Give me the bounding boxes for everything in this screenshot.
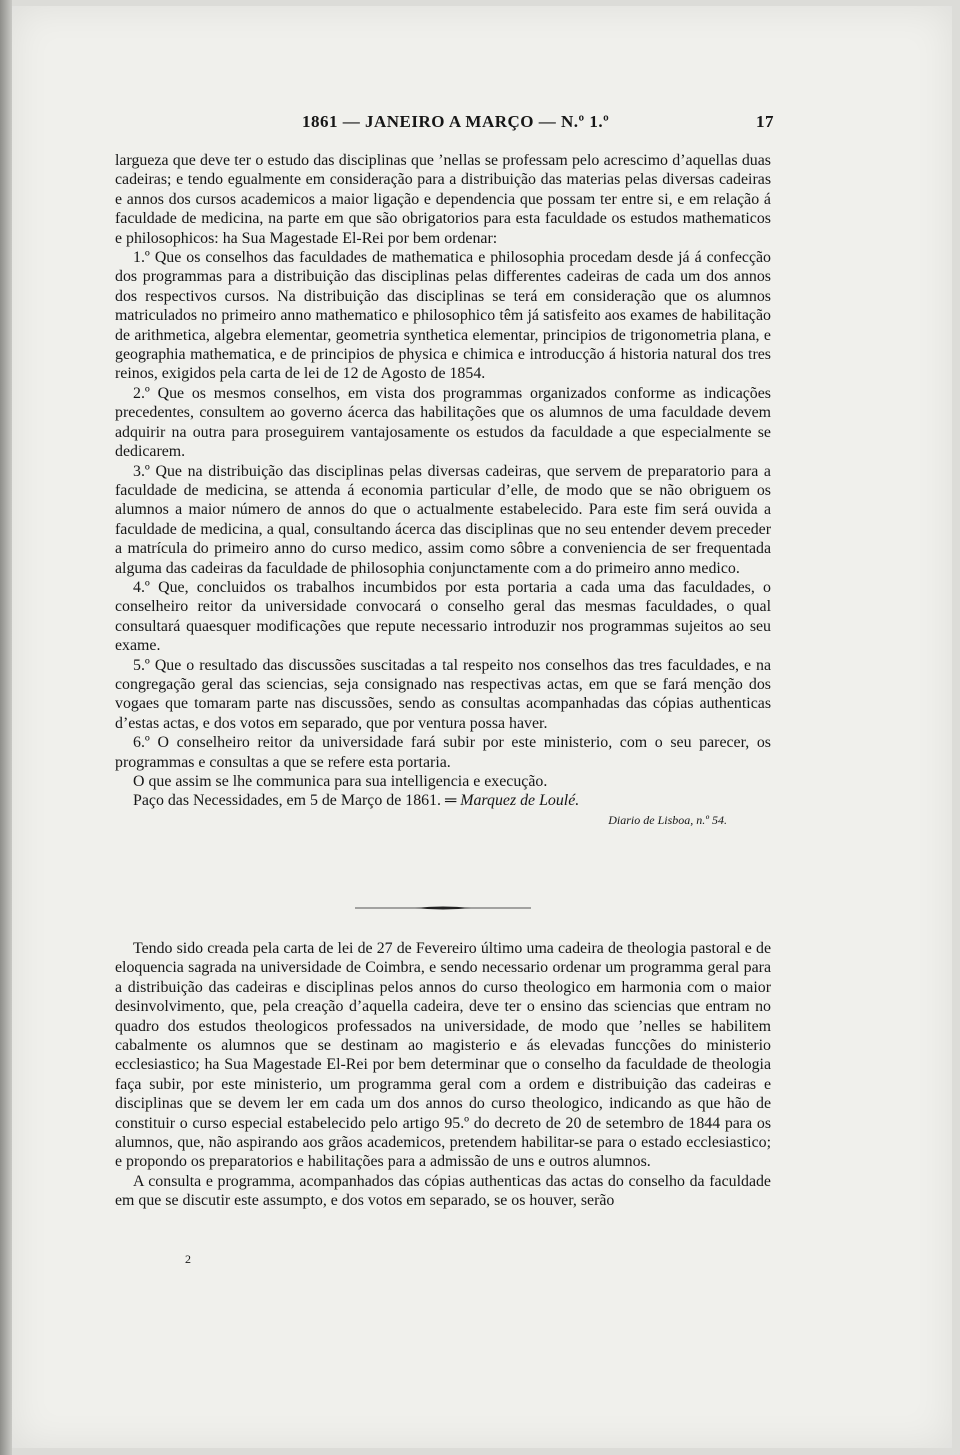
decree-text-top — [115, 151, 771, 828]
signature-signer: Marquez de Loulé. — [460, 792, 580, 810]
paragraph-theology: Tendo sido creada pela carta de lei de 27 de Fevereiro último uma cadeira de theologia pastoral e de eloquencia sagrada na universidade de Coimbra, e sendo necessario ordenar um programma geral para a distribuição das cadeiras e disciplinas pelos annos do curso theologico em harmonia com o maior desinvolvimento, que, pela creação d’aquella cadeira, deve ter o ensino das sciencias que entram no quadro dos estudos theologicos professados na universidade, de modo que ’nelles se habilitem cabalmente os alumnos que se destinam ao magisterio e ás elevadas funcções do ministerio ecclesiastico; ha Sua Magestade El-Rei por bem determinar que o conselho da faculdade de theologia faça subir, por este ministerio, um programma geral com a ordem e distribuição das cadeiras e disciplinas que se devem ler em cada um dos annos do curso theologico, indicando as que hão de constituir o curso especial estabelecido pelo artigo 95.º do decreto de 20 de setembro de 1844 para os alumnos, que, não aspirando aos grãos academicos, pretendem habilitar-se para o estado ecclesiastico; e propondo os preparatorios e habilitações para a admissão de uns e outros alumnos. — [115, 940, 771, 1171]
paragraph-item-1: 1.º Que os conselhos das faculdades de mathematica e philosophia procedam desde já á confecção dos programmas para a distribuição das disciplinas pelas differentes cadeiras de cada um dos annos dos respectivos cursos. Na distribuição das disciplinas se terá em consideração que os alumnos matriculados no primeiro anno mathematico e philosophico têm já satisfeito aos exames de habilitação de arithmetica, algebra elementar, geometria synthetica elementar, principios de trigonometria plana, e geographia mathematica, e de principios de physica e chimica e introducção á historia natural dos tres reinos, exigidos pela carta de lei de 12 de Agosto de 1854. — [115, 249, 771, 383]
decree-text-bottom — [115, 939, 771, 1211]
signature-line — [115, 791, 771, 810]
paragraph-item-5: 5.º Que o resultado das discussões suscitadas a tal respeito nos conselhos das tres faculdades, e na congregação geral das sciencias, seja consignado nas respectivas actas, em que se fará menção dos vogaes que tomaram parte nas discussões, sendo as consultas acompanhadas das cópias authenticas d’estas actas, e dos votos em separado, que por ventura possa haver. — [115, 656, 771, 732]
paragraph-item-6: 6.º O conselheiro reitor da universidade fará subir por este ministerio, com o seu parecer, os programmas e consultas a que se refere esta portaria. — [115, 734, 771, 771]
paragraph-item-4: 4.º Que, concluidos os trabalhos incumbidos por esta portaria a cada uma das faculdades, o conselheiro reitor da universidade convocará o conselho geral das mesmas faculdades, o qual consultará quaesquer modificações que repute necessario introduzir nos programmas sujeitos ao seu exame. — [115, 578, 771, 655]
signature-place-date: Paço das Necessidades, em 5 de Março de 1861. ═ — [133, 792, 461, 810]
paragraph-consulta: A consulta e programma, acompanhados das cópias authenticas das actas do conselho da faculdade em que se discutir este assumpto, e dos votos em separado, se os houver, serão — [115, 1172, 771, 1210]
running-header — [302, 112, 774, 132]
page-binding-edge — [0, 0, 12, 1455]
header-title: 1861 — JANEIRO A MARÇO — N.º 1.º — [302, 112, 610, 131]
page-number: 17 — [756, 112, 774, 131]
printer-signature-mark: 2 — [185, 1252, 191, 1266]
source-citation: Diario de Lisboa, n.º 54. — [608, 812, 727, 827]
paragraph-item-3: 3.º Que na distribuição das disciplinas pelas diversas cadeiras, que servem de preparatorio para a faculdade de medicina, se attenda á economia particular d’elle, de modo que se não obriguem os alumnos a maior número de annos do que o actualmente estabelecido. Para este fim será ouvida a faculdade de medicina, a qual, consultando ácerca das disciplinas que no seu entender devem preceder a matrícula do primeiro anno do curso medico, assim como sôbre a conveniencia de ser frequentada alguma das cadeiras da faculdade de philosophia conjunctamente com a do primeiro anno medico. — [115, 462, 771, 577]
paragraph-item-2: 2.º Que os mesmos conselhos, em vista dos programmas organizados conforme as indicações precedentes, consultem ao governo ácerca das habilitações que os alumnos de uma faculdade devem adquirir na outra para proseguirem vantajosamente os estudos da faculdade a que especialmente se dedicarem. — [115, 384, 771, 461]
paragraph-intro: largueza que deve ter o estudo das disciplinas que ’nellas se professam pelo acrescimo d’aquellas duas cadeiras; e tendo egualmente em consideração para a distribuição das materias pelas diversas cadeiras e annos dos cursos academicos a maior ligação e dependencia que possam ter entre si, e em relação á faculdade de medicina, na parte em que são obrigatorios para esta faculdade os estudos mathematicos e philosophicos: ha Sua Magestade El-Rei por bem ordenar: — [115, 152, 771, 247]
section-divider — [355, 905, 531, 911]
paragraph-closing: O que assim se lhe communica para sua intelligencia e execução. — [133, 773, 548, 790]
